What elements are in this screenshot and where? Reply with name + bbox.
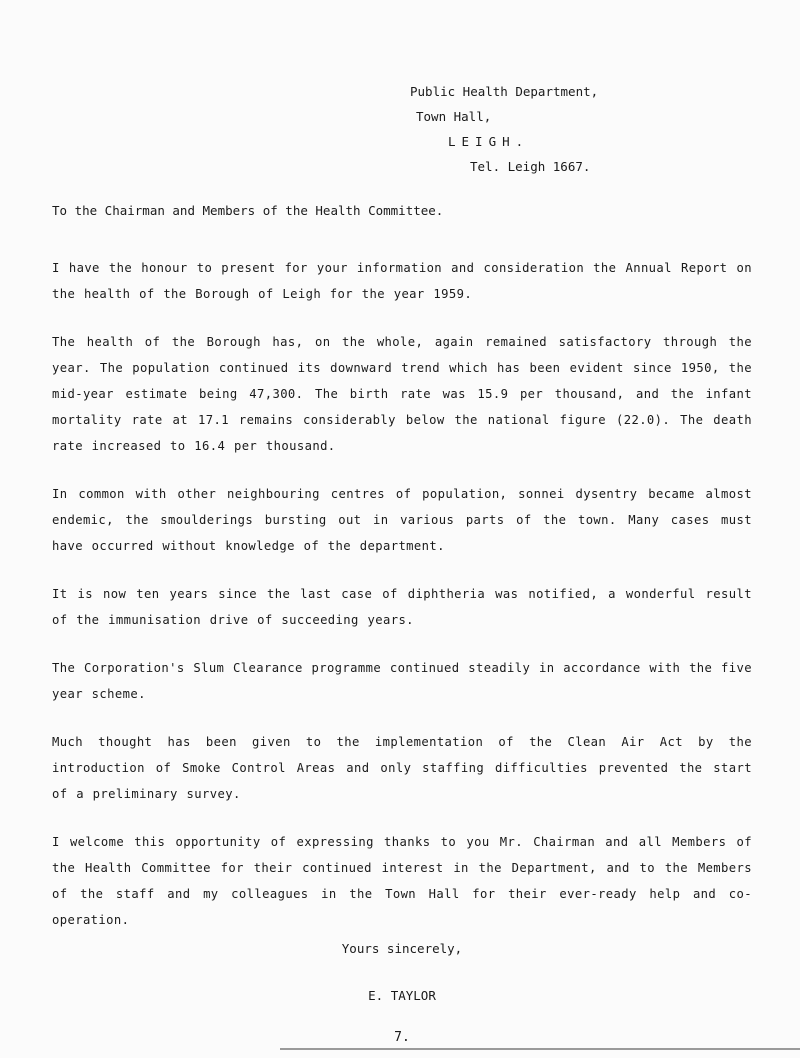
letterhead-telephone: Tel. Leigh 1667.: [470, 159, 591, 174]
paragraph-health-of-borough: The health of the Borough has, on the whole, again remained satisfactory through the year. The population continued its downward trend which has been evident since 1950, the mid-year estimate being 47,300. The birth rate was 15.9 per thousand, and the infant mortality rate at 17.1 remains considerably below the national figure (22.0). The death rate increased to 16.4 per thousand.: [52, 335, 752, 453]
paragraph-slum-clearance: The Corporation's Slum Clearance programme continued steadily in accordance with the five year scheme.: [52, 661, 752, 701]
letterhead-address: [410, 82, 730, 177]
signature-name: E. TAYLOR: [368, 988, 436, 1003]
closing-salutation: Yours sincerely,: [341, 941, 463, 956]
letter-body: [52, 255, 752, 955]
paragraph-thanks: I welcome this opportunity of expressing thanks to you Mr. Chairman and all Members of the Health Committee for their continued interest in the Department, and to the Members of the staff and my colleagues in the Town Hall for their ever-ready help and co-operation.: [52, 835, 752, 927]
scan-edge-divider: [280, 1048, 800, 1050]
letterhead-department: Public Health Department,: [410, 84, 599, 99]
paragraph-clean-air-act: Much thought has been given to the implementation of the Clean Air Act by the introduction of Smoke Control Areas and only staffing difficulties prevented the start of a preliminary survey.: [52, 735, 752, 801]
paragraph-diphtheria: It is now ten years since the last case of diphtheria was notified, a wonderful result of the immunisation drive of succeeding years.: [52, 587, 752, 627]
paragraph-annual-report: I have the honour to present for your information and consideration the Annual Report on the health of the Borough of Leigh for the year 1959.: [52, 261, 752, 301]
letterhead-building: Town Hall,: [416, 109, 492, 124]
letterhead-town: LEIGH.: [448, 134, 530, 149]
page-number: 7.: [394, 1030, 410, 1045]
paragraph-dysentry: In common with other neighbouring centres of population, sonnei dysentry became almost endemic, the smoulderings bursting out in various parts of the town. Many cases must have occurred without knowledge of the department.: [52, 487, 752, 553]
salutation: To the Chairman and Members of the Health Committee.: [52, 203, 444, 218]
